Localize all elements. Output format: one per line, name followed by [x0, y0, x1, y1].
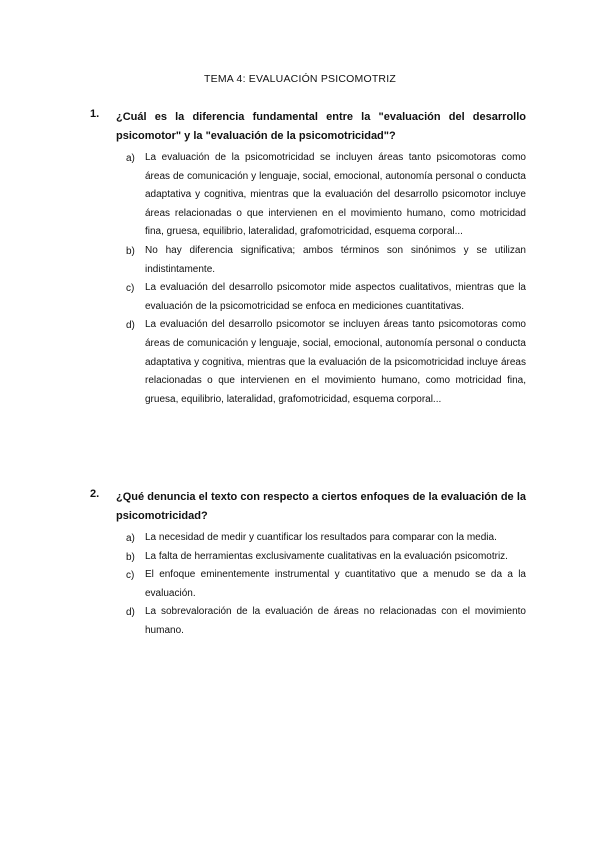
option-text: La evaluación de la psicomotricidad se incluyen áreas tanto psicomotoras como áreas de comunicación y lenguaje, social, emocional, autonomía personal o conducta adaptativa y cognitiva, mientras que la evaluación del desarrollo psicomotor incluye áreas relacionadas o que intervienen en el movimiento humano, como motricidad fina, gruesa, equilibrio, lateralidad, grafomotricidad, esquema corporal...	[145, 152, 526, 238]
option-letter: d)	[126, 320, 135, 332]
option-letter: a)	[126, 533, 135, 544]
option-letter: b)	[126, 245, 135, 257]
option-text: La necesidad de medir y cuantificar los resultados para comparar con la media.	[145, 532, 497, 543]
question-1	[90, 108, 526, 409]
option-d	[126, 603, 526, 640]
option-text: El enfoque eminentemente instrumental y cuantitativo que a menudo se da a la evaluación.	[145, 569, 526, 599]
page-title: TEMA 4: EVALUACIÓN PSICOMOTRIZ	[204, 73, 396, 85]
option-letter: b)	[126, 551, 135, 563]
option-b	[126, 548, 526, 567]
question-text: ¿Qué denuncia el texto con respecto a ciertos enfoques de la evaluación de la psicomotricidad?	[116, 491, 526, 522]
option-letter: a)	[126, 153, 135, 164]
question-text: ¿Cuál es la diferencia fundamental entre la "evaluación del desarrollo psicomotor" y la "evaluación de la psicomotricidad"?	[116, 111, 526, 142]
option-letter: d)	[126, 607, 135, 619]
option-letter: c)	[126, 283, 135, 295]
option-c	[126, 279, 526, 316]
option-letter: c)	[126, 570, 135, 582]
option-c	[126, 566, 526, 603]
option-b	[126, 242, 526, 279]
option-text: La evaluación del desarrollo psicomotor se incluyen áreas tanto psicomotoras como áreas de comunicación y lenguaje, social, emocional, autonomía personal o conducta adaptativa y cognitiva, mientras que la evaluación de la psicomotricidad incluye áreas relacionadas o que intervienen en el movimiento humano, como motricidad fina, gruesa, equilibrio, lateralidad, grafomotricidad, esquema corporal...	[145, 319, 526, 405]
option-text: La falta de herramientas exclusivamente cualitativas en la evaluación psicomotriz.	[145, 550, 508, 562]
question-number: 1.	[90, 108, 100, 120]
options-list	[126, 529, 526, 641]
option-d	[126, 316, 526, 409]
option-a	[126, 149, 526, 242]
option-text: La evaluación del desarrollo psicomotor mide aspectos cualitativos, mientras que la evaluación de la psicomotricidad se enfoca en mediciones cuantitativas.	[145, 282, 526, 312]
option-a	[126, 529, 526, 548]
question-number: 2.	[90, 488, 100, 500]
options-list	[126, 149, 526, 409]
option-text: No hay diferencia significativa; ambos términos son sinónimos y se utilizan indistintamente.	[145, 244, 526, 275]
option-text: La sobrevaloración de la evaluación de áreas no relacionadas con el movimiento humano.	[145, 606, 526, 636]
question-2	[90, 488, 526, 641]
